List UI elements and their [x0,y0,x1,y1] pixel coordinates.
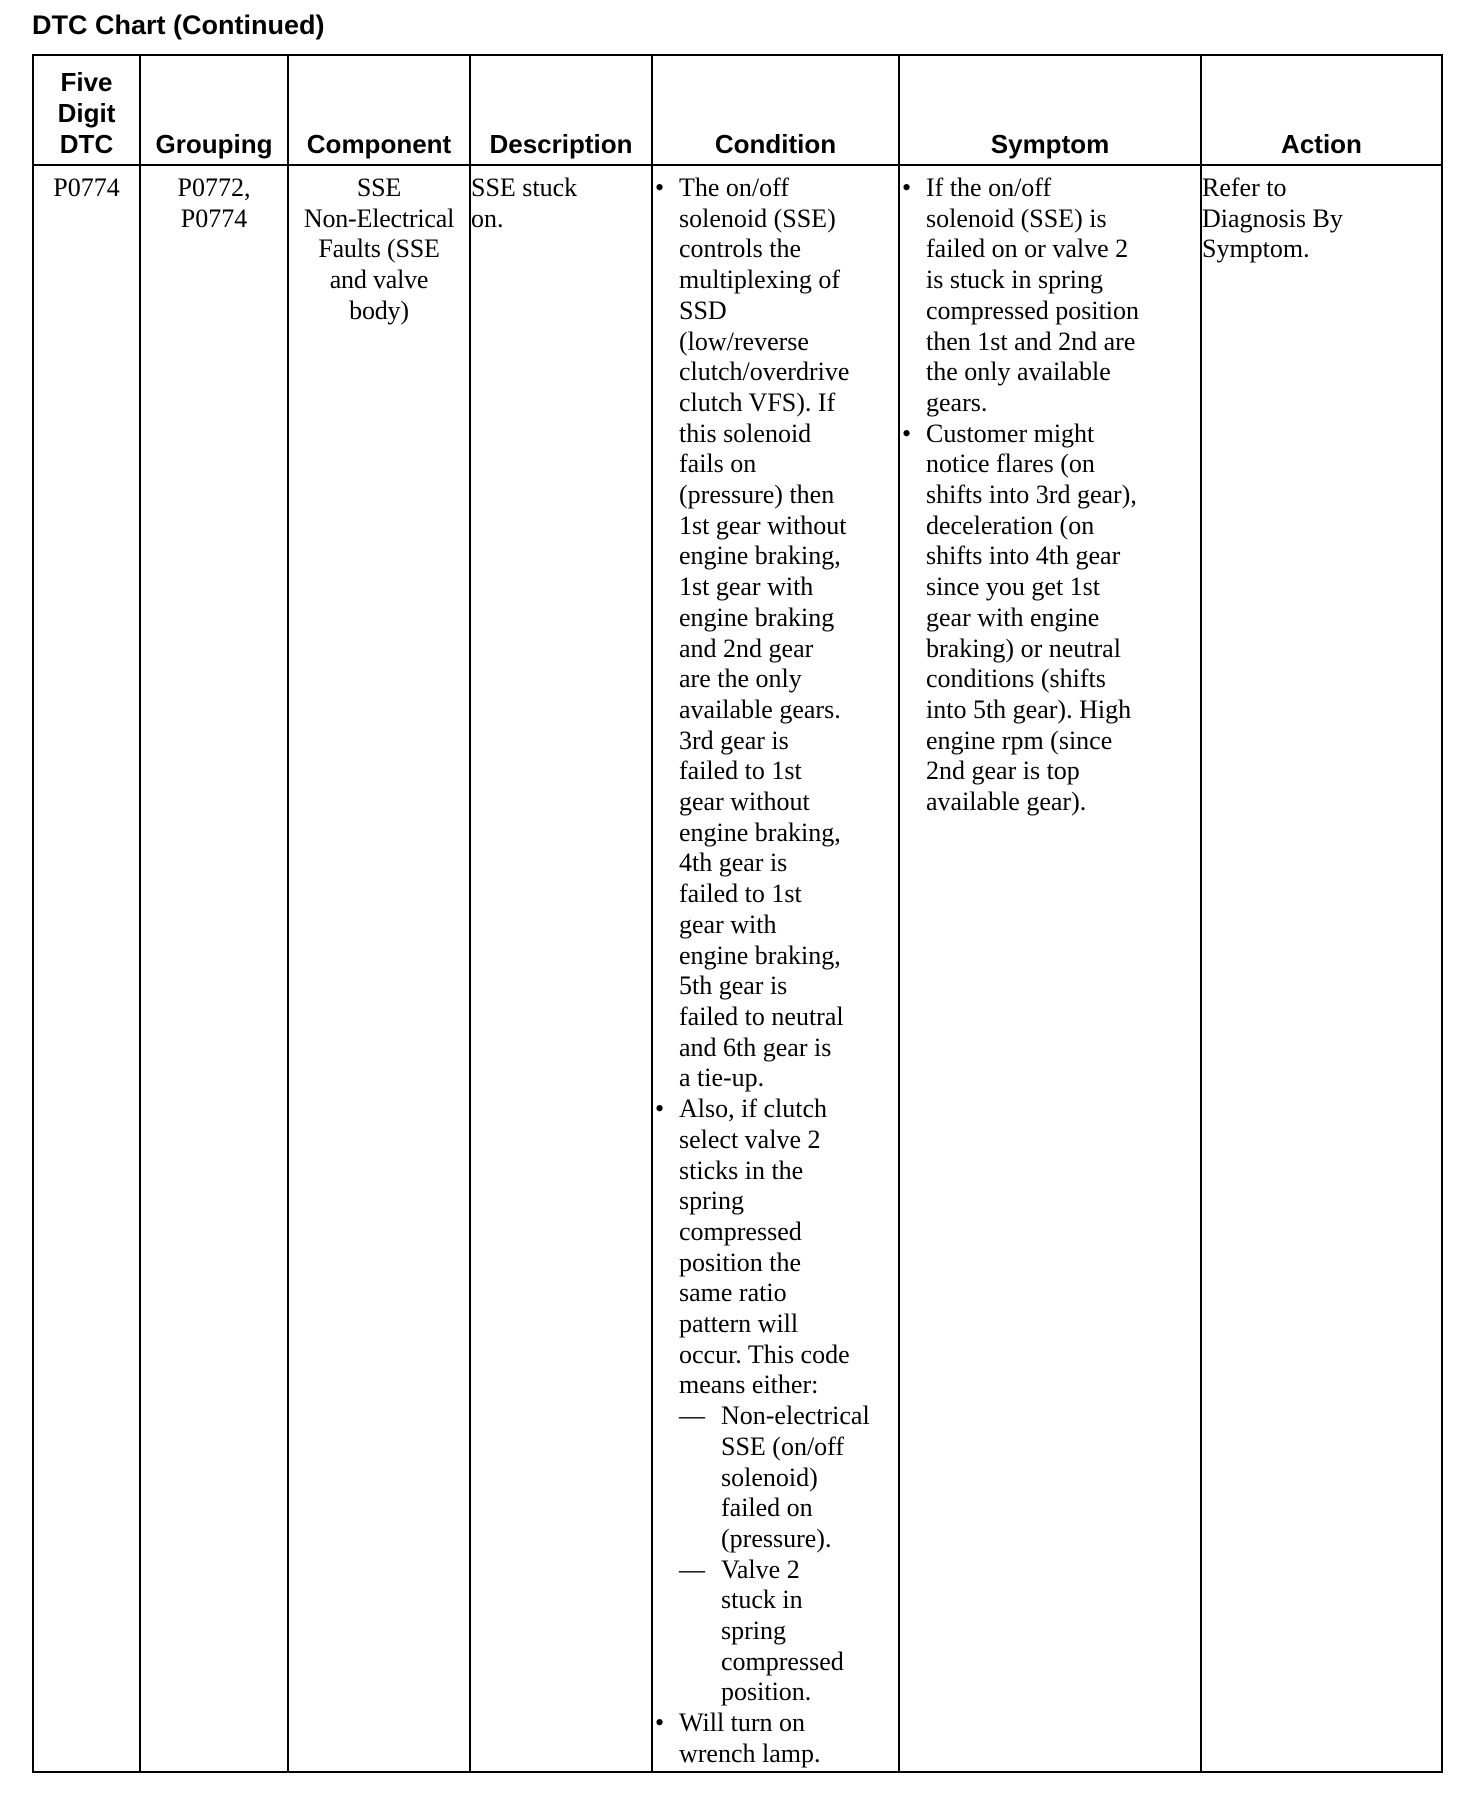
bullet-icon: • [902,418,912,448]
condition-line: failed to 1st [679,879,802,909]
symptom-line: then 1st and 2nd are [926,326,1136,356]
header-dtc-line: Five [60,67,113,97]
condition-line: Non-electrical [721,1401,870,1431]
bullet-icon: • [655,1708,665,1738]
condition-line: The on/off [679,173,789,202]
cell-description [470,165,652,1772]
header-condition: Condition [652,55,899,165]
dash-icon: — [679,1554,705,1584]
header-dtc-line: DTC [59,129,114,159]
symptom-line: shifts into 4th gear [926,541,1121,571]
condition-line: and 6th gear is [679,1032,832,1062]
condition-bullet-item [653,173,898,1094]
header-description: Description [470,55,652,165]
symptom-line: gears. [926,387,988,417]
header-symptom: Symptom [899,55,1201,165]
condition-bullet-list [653,173,898,1770]
condition-line: spring [721,1616,786,1646]
header-action: Action [1201,55,1442,165]
symptom-bullet-item [900,419,1200,818]
symptom-line: Customer might [926,418,1095,448]
symptom-line: shifts into 3rd gear), [926,480,1137,510]
condition-line: clutch VFS). If [679,387,836,417]
condition-line: 4th gear is [679,848,788,878]
condition-dash-list [679,1401,898,1708]
condition-line: spring [679,1186,744,1216]
condition-line: failed to 1st [679,756,802,786]
header-five-digit-dtc [33,55,140,165]
condition-line: are the only [679,664,802,694]
condition-line: this solenoid [679,418,812,448]
symptom-line: conditions (shifts [926,664,1106,694]
condition-line: SSE (on/off [721,1431,845,1461]
condition-line: sticks in the [679,1155,804,1185]
bullet-icon: • [902,173,912,202]
grouping-line: P0772, [177,173,251,202]
condition-line: failed to neutral [679,1001,844,1031]
symptom-line: If the on/off [926,173,1052,202]
cell-symptom [899,165,1201,1772]
symptom-line: the only available [926,357,1111,387]
dash-icon: — [679,1401,705,1431]
cell-action [1201,165,1442,1772]
symptom-bullet-list [900,173,1200,818]
condition-dash-item [679,1555,898,1709]
condition-bullet-item [653,1094,898,1708]
cell-dtc: P0774 [33,165,140,1772]
symptom-line: gear with engine [926,602,1100,632]
symptom-line: solenoid (SSE) is [926,203,1107,233]
condition-line: position the [679,1247,802,1277]
symptom-line: into 5th gear). High [926,694,1132,724]
condition-line: and 2nd gear [679,633,814,663]
condition-line: engine braking [679,602,835,632]
condition-line: fails on [679,449,757,479]
description-line: on. [471,203,504,233]
condition-line: solenoid (SSE) [679,203,836,233]
symptom-line: deceleration (on [926,510,1095,540]
action-line: Diagnosis By [1202,203,1343,233]
description-line: SSE stuck [471,173,578,202]
symptom-line: available gear). [926,787,1087,817]
action-line: Refer to [1202,173,1287,202]
header-component: Component [288,55,470,165]
condition-line: SSD [679,295,727,325]
page-title: DTC Chart (Continued) [32,10,325,40]
cell-component [288,165,470,1772]
condition-dash-item [679,1401,898,1555]
condition-line: 5th gear is [679,971,788,1001]
symptom-line: notice flares (on [926,449,1095,479]
header-dtc-line: Digit [57,98,116,128]
condition-line: wrench lamp. [679,1738,821,1768]
symptom-line: since you get 1st [926,572,1101,602]
condition-line: pattern will [679,1309,799,1339]
condition-line: engine braking, [679,940,841,970]
symptom-line: engine rpm (since [926,725,1113,755]
condition-line: (low/reverse [679,326,809,356]
condition-bullet-item [653,1708,898,1769]
condition-line: engine braking, [679,541,841,571]
symptom-line: 2nd gear is top [926,756,1080,786]
condition-line: occur. This code [679,1339,850,1369]
condition-line: engine braking, [679,817,841,847]
condition-line: stuck in [721,1585,803,1615]
condition-line: a tie-up. [679,1063,765,1093]
condition-line: 1st gear without [679,510,847,540]
symptom-line: compressed position [926,295,1140,325]
condition-line: gear with [679,909,777,939]
component-line: Non-Electrical [303,203,455,233]
condition-line: means either: [679,1370,819,1400]
cell-grouping [140,165,288,1772]
component-line: Faults (SSE [318,234,440,264]
condition-line: (pressure). [721,1523,832,1553]
cell-condition [652,165,899,1772]
condition-line: solenoid) [721,1462,818,1492]
condition-line: available gears. [679,694,841,724]
table-row [33,165,1442,1772]
condition-line: failed on [721,1493,813,1523]
condition-line: clutch/overdrive [679,357,850,387]
bullet-icon: • [655,1094,665,1124]
condition-line: multiplexing of [679,265,841,295]
grouping-line: P0774 [180,203,248,233]
condition-line: Also, if clutch [679,1094,828,1124]
condition-line: (pressure) then [679,480,835,510]
condition-line: select valve 2 [679,1124,821,1154]
symptom-line: is stuck in spring [926,265,1103,295]
dtc-chart-table [32,54,1443,1773]
condition-line: gear without [679,787,810,817]
header-row [33,55,1442,165]
component-line: SSE [356,173,402,202]
condition-line: 3rd gear is [679,725,789,755]
symptom-line: failed on or valve 2 [926,234,1129,264]
condition-line: Valve 2 [721,1554,800,1584]
component-line: and valve [329,265,429,295]
action-line: Symptom. [1202,234,1310,264]
symptom-line: braking) or neutral [926,633,1121,663]
condition-line: 1st gear with [679,572,814,602]
component-line: body) [349,295,409,325]
condition-line: compressed [679,1216,802,1246]
bullet-icon: • [655,173,665,202]
condition-line: controls the [679,234,802,264]
condition-line: Will turn on [679,1708,806,1738]
condition-line: position. [721,1677,812,1707]
header-grouping: Grouping [140,55,288,165]
condition-line: compressed [721,1646,844,1676]
symptom-bullet-item [900,173,1200,419]
condition-line: same ratio [679,1278,787,1308]
